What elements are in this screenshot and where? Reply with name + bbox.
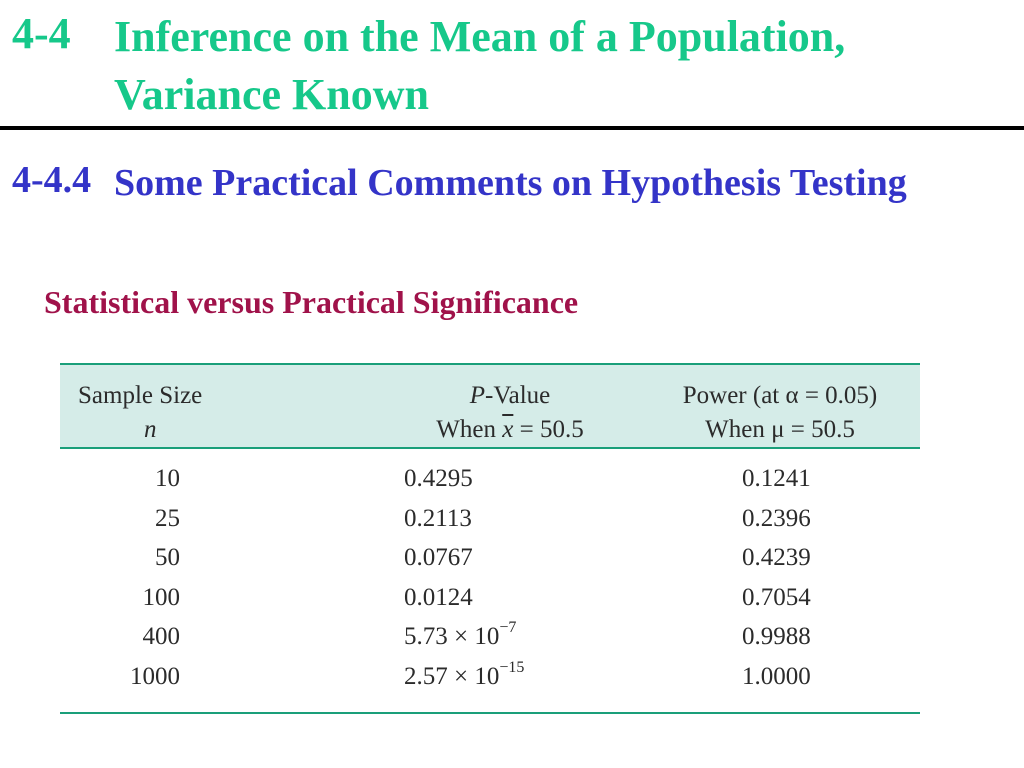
cell-p-value xyxy=(404,505,472,533)
cell-p-exponent: −15 xyxy=(499,658,525,676)
cell-p-exponent: −7 xyxy=(499,619,517,636)
header-p-when: When xyxy=(436,416,503,443)
section-number: 4-4.4 xyxy=(12,159,92,201)
header-xbar-symbol: $\overline{x}$ xyxy=(502,416,514,443)
cell-power: 0.4239 xyxy=(742,544,811,571)
header-sample-size-symbol: n xyxy=(144,416,157,443)
table-row xyxy=(60,658,920,701)
cell-power: 0.9988 xyxy=(742,623,811,650)
table-body xyxy=(60,449,920,712)
cell-sample-size: 1000 xyxy=(130,662,180,690)
table-row xyxy=(60,463,920,503)
header-sample-size-label: Sample Size xyxy=(78,382,203,409)
header-p-label: -Value xyxy=(485,382,551,409)
cell-power: 1.0000 xyxy=(742,662,811,690)
cell-sample-size: 400 xyxy=(142,623,180,650)
cell-p-base: 0.0767 xyxy=(404,544,473,571)
header-power xyxy=(650,379,910,447)
section-title: Some Practical Comments on Hypothesis Testing xyxy=(114,162,907,204)
cell-p-value xyxy=(404,584,473,612)
cell-sample-size: 25 xyxy=(155,504,180,532)
cell-power: 0.2396 xyxy=(742,504,811,532)
table-row xyxy=(60,503,920,543)
header-number: 4-4 xyxy=(12,9,71,58)
table-row xyxy=(60,542,920,582)
header-p-symbol: P xyxy=(469,382,486,409)
header-title: Inference on the Mean of a Population, Variance Known xyxy=(114,12,846,119)
slide-header xyxy=(0,8,1024,119)
table-row xyxy=(60,621,920,661)
table-row xyxy=(60,582,920,622)
table-header xyxy=(60,365,920,447)
cell-p-base: 0.4295 xyxy=(404,465,473,492)
table-bottom-rule xyxy=(60,712,920,714)
header-p-value-eq: = 50.5 xyxy=(513,416,584,443)
cell-p-value xyxy=(404,658,525,691)
cell-p-base: 2.57 × 10 xyxy=(404,662,500,690)
header-p-value xyxy=(390,379,630,447)
header-divider xyxy=(0,126,1024,130)
cell-p-value xyxy=(404,619,517,651)
results-table xyxy=(60,363,920,714)
header-power-label: Power (at α = 0.05) xyxy=(682,382,878,409)
cell-p-base: 0.0124 xyxy=(404,583,473,611)
cell-sample-size: 10 xyxy=(155,465,180,492)
cell-p-base: 0.2113 xyxy=(404,504,472,532)
header-sample-size xyxy=(78,379,258,447)
cell-sample-size: 100 xyxy=(142,583,180,611)
cell-p-value xyxy=(404,465,473,493)
cell-sample-size: 50 xyxy=(155,544,180,571)
subheading: Statistical versus Practical Significance xyxy=(44,284,579,320)
header-power-condition: When μ = 50.5 xyxy=(705,416,855,443)
cell-power: 0.1241 xyxy=(742,465,811,492)
cell-p-base: 5.73 × 10 xyxy=(404,623,500,650)
cell-p-value xyxy=(404,544,473,572)
cell-power: 0.7054 xyxy=(742,583,811,611)
